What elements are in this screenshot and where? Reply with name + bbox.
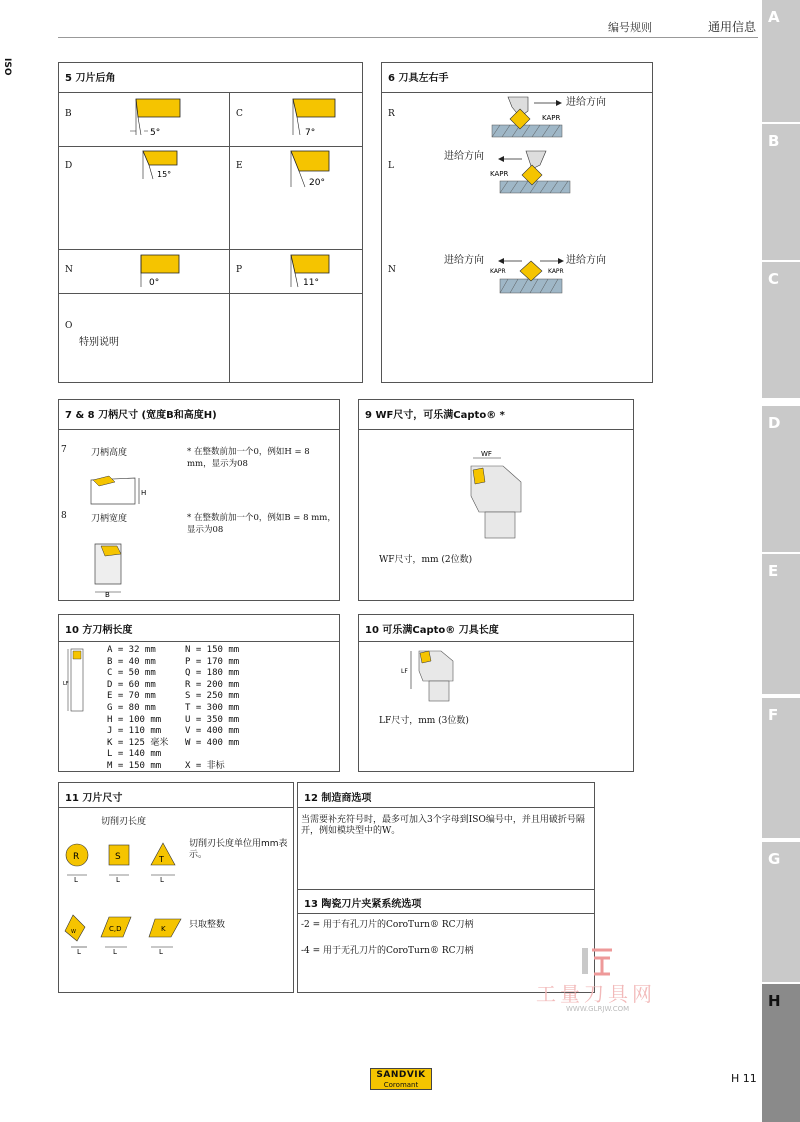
box-manufacturer-options: [297, 782, 595, 993]
length-code: R = 200 mm: [185, 679, 240, 690]
length-code: C = 50 mm: [107, 668, 156, 679]
insert-shapes-row1: [61, 841, 187, 883]
dim-wf: WF: [481, 450, 492, 458]
box-wf-dimension: [358, 399, 634, 601]
box78-title: 7 & 8 刀柄尺寸 (宽度B和高度H): [65, 410, 217, 421]
length-code: Q = 180 mm: [185, 668, 240, 679]
feed-direction-n-right: 进给方向: [566, 255, 606, 266]
length-code: V = 400 mm: [185, 726, 240, 737]
length-code: P = 170 mm: [185, 656, 240, 667]
tab-f[interactable]: [762, 698, 800, 838]
tab-f-label: F: [768, 706, 779, 724]
shank-height-diagram: [89, 472, 153, 508]
manufacturer-options-text: 当需要补充符号时，最多可加入3个字母到ISO编号中，并且用破折号隔开，例如模块型中的W。: [301, 815, 585, 836]
box12-title: 12 制造商选项: [304, 793, 372, 804]
dim-l-r: L: [74, 876, 78, 883]
insert-b-diagram: [124, 97, 184, 139]
length-code: H = 100 mm: [107, 714, 162, 725]
code-n: N: [65, 265, 73, 275]
code-d: D: [65, 161, 73, 171]
angle-n: 0°: [149, 278, 160, 288]
box9-title: 9 WF尺寸，可乐满Capto® *: [365, 410, 505, 421]
length-code: M = 150 mm: [107, 760, 162, 771]
tab-a[interactable]: [762, 0, 800, 122]
kapr-n-right: KAPR: [548, 268, 564, 275]
angle-d: 15°: [157, 170, 172, 179]
tab-d-label: D: [768, 414, 781, 432]
length-codes-col1: [107, 645, 168, 773]
dim-l-k: L: [159, 948, 163, 955]
kapr-n-left: KAPR: [490, 268, 506, 275]
clamping-option-2: -2 = 用于有孔刀片的CoroTurn® RC刀柄: [301, 920, 474, 930]
code-e: E: [236, 161, 243, 171]
tab-g[interactable]: [762, 842, 800, 982]
box-hand-of-tool: [381, 62, 653, 383]
length-code: L = 140 mm: [107, 749, 162, 760]
tab-b-label: B: [768, 132, 780, 150]
tab-h[interactable]: [762, 984, 800, 1122]
right-hand-diagram: [490, 93, 590, 141]
feed-direction-l: 进给方向: [444, 151, 484, 162]
header-subsection: 编号规则: [608, 21, 652, 34]
integer-note: 只取整数: [189, 920, 226, 930]
feed-direction-n-left: 进给方向: [444, 255, 484, 266]
kapr-r: KAPR: [542, 114, 561, 122]
header-section-title: 通用信息: [708, 20, 757, 34]
brand-logo: [370, 1068, 432, 1090]
dim-l-cd: L: [113, 948, 117, 955]
wf-caption: WF尺寸，mm (2位数): [379, 555, 473, 565]
shape-s: S: [115, 852, 121, 862]
dim-lf-capto: LF: [401, 668, 408, 675]
code-p: P: [236, 265, 243, 275]
cutting-edge-length-label: 切削刃长度: [101, 817, 147, 827]
insert-shapes-row2: [61, 911, 191, 955]
length-code: U = 350 mm: [185, 714, 240, 725]
insert-p-diagram: [287, 253, 353, 291]
header-divider: [58, 37, 758, 38]
shank-width-diagram: [89, 542, 139, 598]
length-code: E = 70 mm: [107, 691, 156, 702]
box11-title: 11 刀片尺寸: [65, 793, 123, 804]
box10b-title: 10 可乐满Capto® 刀具长度: [365, 625, 499, 636]
capto-wf-diagram: [467, 446, 527, 542]
length-code: J = 110 mm: [107, 726, 162, 737]
shape-t: T: [159, 855, 164, 864]
insert-n-diagram: [135, 253, 197, 289]
clamping-option-4: -4 = 用于无孔刀片的CoroTurn® RC刀柄: [301, 946, 474, 956]
code-b: B: [65, 109, 72, 119]
left-hand-diagram: [490, 147, 590, 197]
shape-w: W: [71, 929, 76, 935]
shape-cd: C,D: [109, 925, 122, 933]
watermark-logo-icon: [580, 946, 620, 976]
brand-name: SANDVIK: [376, 1070, 426, 1080]
length-code: G = 80 mm: [107, 702, 156, 713]
box-clearance-angle: [58, 62, 363, 383]
special-note-label: 特别说明: [79, 337, 119, 348]
length-code: S = 250 mm: [185, 691, 240, 702]
dim-lf-square: LF: [63, 681, 69, 687]
hand-code-n: N: [388, 265, 396, 275]
tab-g-label: G: [768, 850, 781, 868]
watermark-text: 工量刀具网: [536, 982, 656, 1006]
box5-title: 5 刀片后角: [65, 73, 116, 84]
angle-c: 7°: [305, 128, 316, 138]
trigon-insert-icon: [65, 915, 85, 941]
length-code: N = 150 mm: [185, 645, 240, 655]
angle-p: 11°: [303, 278, 319, 288]
lf-caption: LF尺寸，mm (3位数): [379, 716, 469, 726]
dim-l-w: L: [77, 948, 81, 955]
dim-l-t: L: [160, 876, 164, 883]
tab-c[interactable]: [762, 262, 800, 398]
tab-e[interactable]: [762, 554, 800, 694]
shank-width-note: * 在整数前加一个0，例如B = 8 mm，显示为08: [187, 513, 336, 535]
shank-length-diagram: [63, 645, 85, 713]
page-number: H 11: [731, 1072, 757, 1085]
insert-c-diagram: [285, 97, 347, 139]
dim-b: B: [105, 591, 110, 598]
insert-e-diagram: [287, 149, 355, 191]
angle-e: 20°: [309, 178, 325, 188]
box6-title: 6 刀具左右手: [388, 73, 449, 84]
length-code: W = 400 mm: [185, 737, 240, 748]
tab-h-label: H: [768, 992, 781, 1010]
neutral-diagram: [490, 251, 590, 299]
box13-title: 13 陶瓷刀片夹紧系统选项: [304, 899, 422, 910]
hand-code-l: L: [388, 161, 394, 171]
length-codes-col2: [185, 645, 239, 773]
brand-sub: Coromant: [383, 1081, 419, 1089]
length-code: A = 32 mm: [107, 645, 156, 655]
tab-b[interactable]: [762, 124, 800, 260]
shank-code-8: 8: [61, 511, 67, 521]
insert-d-diagram: [137, 149, 193, 183]
box-square-shank-length: [58, 614, 340, 772]
dim-l-s: L: [116, 876, 120, 883]
tab-d[interactable]: [762, 406, 800, 552]
box-capto-length: [358, 614, 634, 772]
length-code: B = 40 mm: [107, 656, 156, 667]
length-code: K = 125 毫米: [107, 737, 169, 748]
length-code: T = 300 mm: [185, 702, 240, 713]
code-o: O: [65, 321, 73, 331]
shank-code-7: 7: [61, 445, 67, 455]
box-insert-size: [58, 782, 294, 993]
tab-a-label: A: [768, 8, 780, 26]
dim-h: H: [141, 489, 147, 497]
tab-c-label: C: [768, 270, 780, 288]
box-shank-size: [58, 399, 340, 601]
shape-r: R: [73, 852, 80, 862]
watermark-url: WWW.GLRJW.COM: [566, 1005, 630, 1013]
shank-height-note: * 在整数前加一个0，例如H = 8 mm，显示为08: [187, 447, 310, 469]
feed-direction-r: 进给方向: [566, 97, 606, 108]
length-code-spacer: [185, 749, 239, 761]
shank-width-label: 刀柄宽度: [91, 514, 128, 524]
angle-b: 5°: [150, 128, 161, 138]
length-code: X = 非标: [185, 760, 225, 771]
hand-code-r: R: [388, 109, 395, 119]
capto-lf-diagram: [401, 647, 457, 707]
box10a-title: 10 方刀柄长度: [65, 625, 133, 636]
cutting-edge-note: 切削刃长度单位用mm表示。: [189, 839, 288, 860]
tab-e-label: E: [768, 562, 779, 580]
kapr-l: KAPR: [490, 170, 509, 178]
side-mark: ISO: [2, 58, 12, 76]
code-c: C: [236, 109, 243, 119]
shank-height-label: 刀柄高度: [91, 448, 128, 458]
shape-k: K: [161, 925, 166, 933]
length-code: D = 60 mm: [107, 679, 156, 690]
